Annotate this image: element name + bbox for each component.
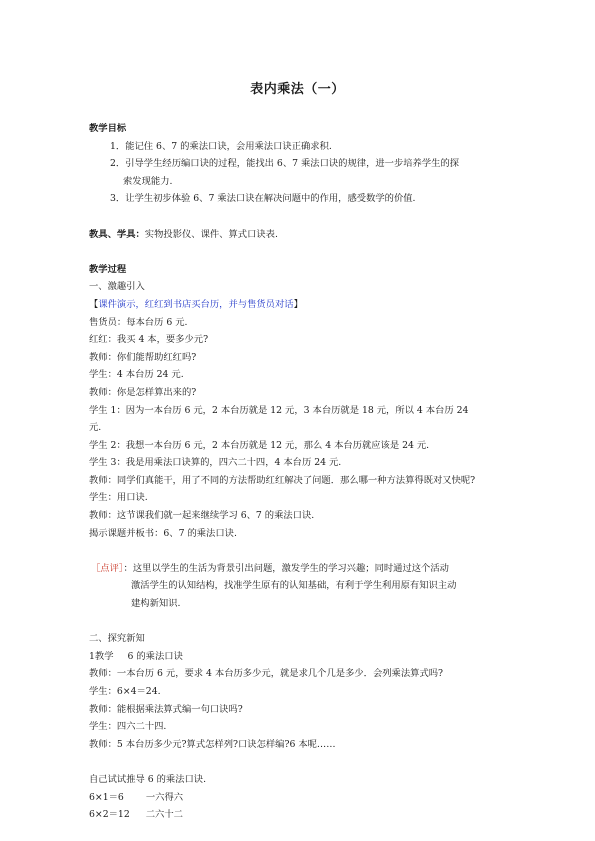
comment-text-cont: 激活学生的认知结构，找准学生原有的认知基础，有利于学生利用原有知识主动 [131, 580, 457, 592]
spacer [89, 243, 509, 261]
objective-item-2: 2．引导学生经历编口诀的过程，能找出 6、7 乘法口诀的规律，进一步培养学生的探 [110, 158, 460, 170]
process-heading: 教学过程 [89, 263, 127, 275]
subsection-1-title: 6 的乘法口诀 [127, 650, 183, 662]
dialogue-line: 教师：能根据乘法算式编一句口诀吗? [89, 703, 243, 715]
section-2-heading: 二、探究新知 [89, 633, 145, 645]
dialogue-line: 揭示课题并板书：6、7 的乘法口诀. [89, 527, 237, 539]
dialogue-line: 学生：4 本台历 24 元. [89, 369, 184, 381]
multiplication-row [89, 789, 509, 807]
cue-bracket-close: 】 [293, 298, 303, 310]
dialogue-line: 学生：6×4＝24. [89, 686, 161, 697]
dialogue-line: 学生 3：我是用乘法口诀算的，四六二十四，4 本台历 24 元. [89, 457, 342, 469]
multiplication-expr: 6×1＝6 [89, 791, 124, 803]
multiplication-rhyme: 一六得六 [145, 791, 184, 803]
dialogue-line: 教师：5 本台历多少元?算式怎样列?口诀怎样编?6 本呢…… [89, 738, 336, 750]
comment-text-cont: 建构新知识. [131, 598, 181, 610]
cue-bracket-open: 【 [89, 298, 99, 310]
dialogue-line: 教师：这节课我们就一起来继续学习 6、7 的乘法口诀. [89, 510, 315, 522]
dialogue-line: 学生：用口诀. [89, 492, 148, 504]
dialogue-line: 学生 1：因为一本台历 6 元，2 本台历就是 12 元，3 本台历就是 18 元，所以 4 本台历 24 [89, 404, 469, 416]
spacer [89, 613, 509, 631]
tools-label: 教具、学具： [89, 228, 145, 240]
cue-text: 课件演示，红红到书店买台历，并与售货员对话 [98, 298, 294, 310]
tools-line [89, 226, 509, 244]
dialogue-line: 教师：你是怎样算出来的? [89, 386, 197, 398]
tools-text: 实物投影仪、课件、算式口诀表. [144, 228, 278, 240]
section-1-heading: 一、激趣引入 [89, 281, 145, 293]
courseware-cue [89, 296, 509, 314]
comment-label: ［点评］ [91, 562, 124, 574]
multiplication-expr: 6×2＝12 [89, 809, 130, 821]
dialogue-line: 红红：我买 4 本，要多少元? [89, 334, 209, 346]
objective-item-2-cont: 索发现能力. [123, 175, 173, 187]
page-title: 表内乘法（一） [250, 82, 345, 97]
spacer [89, 753, 509, 771]
dialogue-line: 售货员：每本台历 6 元. [89, 316, 188, 328]
multiplication-rhyme: 二六十二 [145, 809, 183, 821]
dialogue-line: 教师：你们能帮助红红吗? [89, 351, 197, 363]
objectives-heading: 教学目标 [89, 123, 127, 134]
subsection-1-number: 1教学 [89, 650, 114, 662]
spacer [89, 542, 509, 560]
dialogue-line: 元. [89, 422, 102, 434]
objective-item-1: 1．能记住 6、7 的乘法口诀，会用乘法口诀正确求积. [110, 140, 332, 152]
dialogue-line: 教师：同学们真能干，用了不同的方法帮助红红解决了问题．那么哪一种方法算得既对又快呢? [89, 474, 476, 486]
comment-block [89, 560, 509, 578]
multiplication-row [89, 806, 509, 824]
dialogue-line: 教师：一本台历 6 元，要求 4 本台历多少元，就是求几个几是多少．会列乘法算式吗? [89, 668, 444, 680]
document-body [89, 120, 509, 824]
objective-item-3: 3．让学生初步体验 6、7 乘法口诀在解决问题中的作用，感受数学的价值. [110, 193, 416, 205]
derive-prompt: 自己试试推导 6 的乘法口诀. [89, 773, 207, 785]
dialogue-line: 学生：四六二十四. [89, 721, 167, 733]
comment-text: ：这里以学生的生活为背景引出问题，激发学生的学习兴趣；同时通过这个活动 [123, 562, 449, 574]
dialogue-line: 学生 2：我想一本台历 6 元，2 本台历就是 12 元，那么 4 本台历就应该是 24 元. [89, 439, 430, 451]
subsection-1-heading [89, 648, 509, 666]
spacer [89, 208, 509, 226]
